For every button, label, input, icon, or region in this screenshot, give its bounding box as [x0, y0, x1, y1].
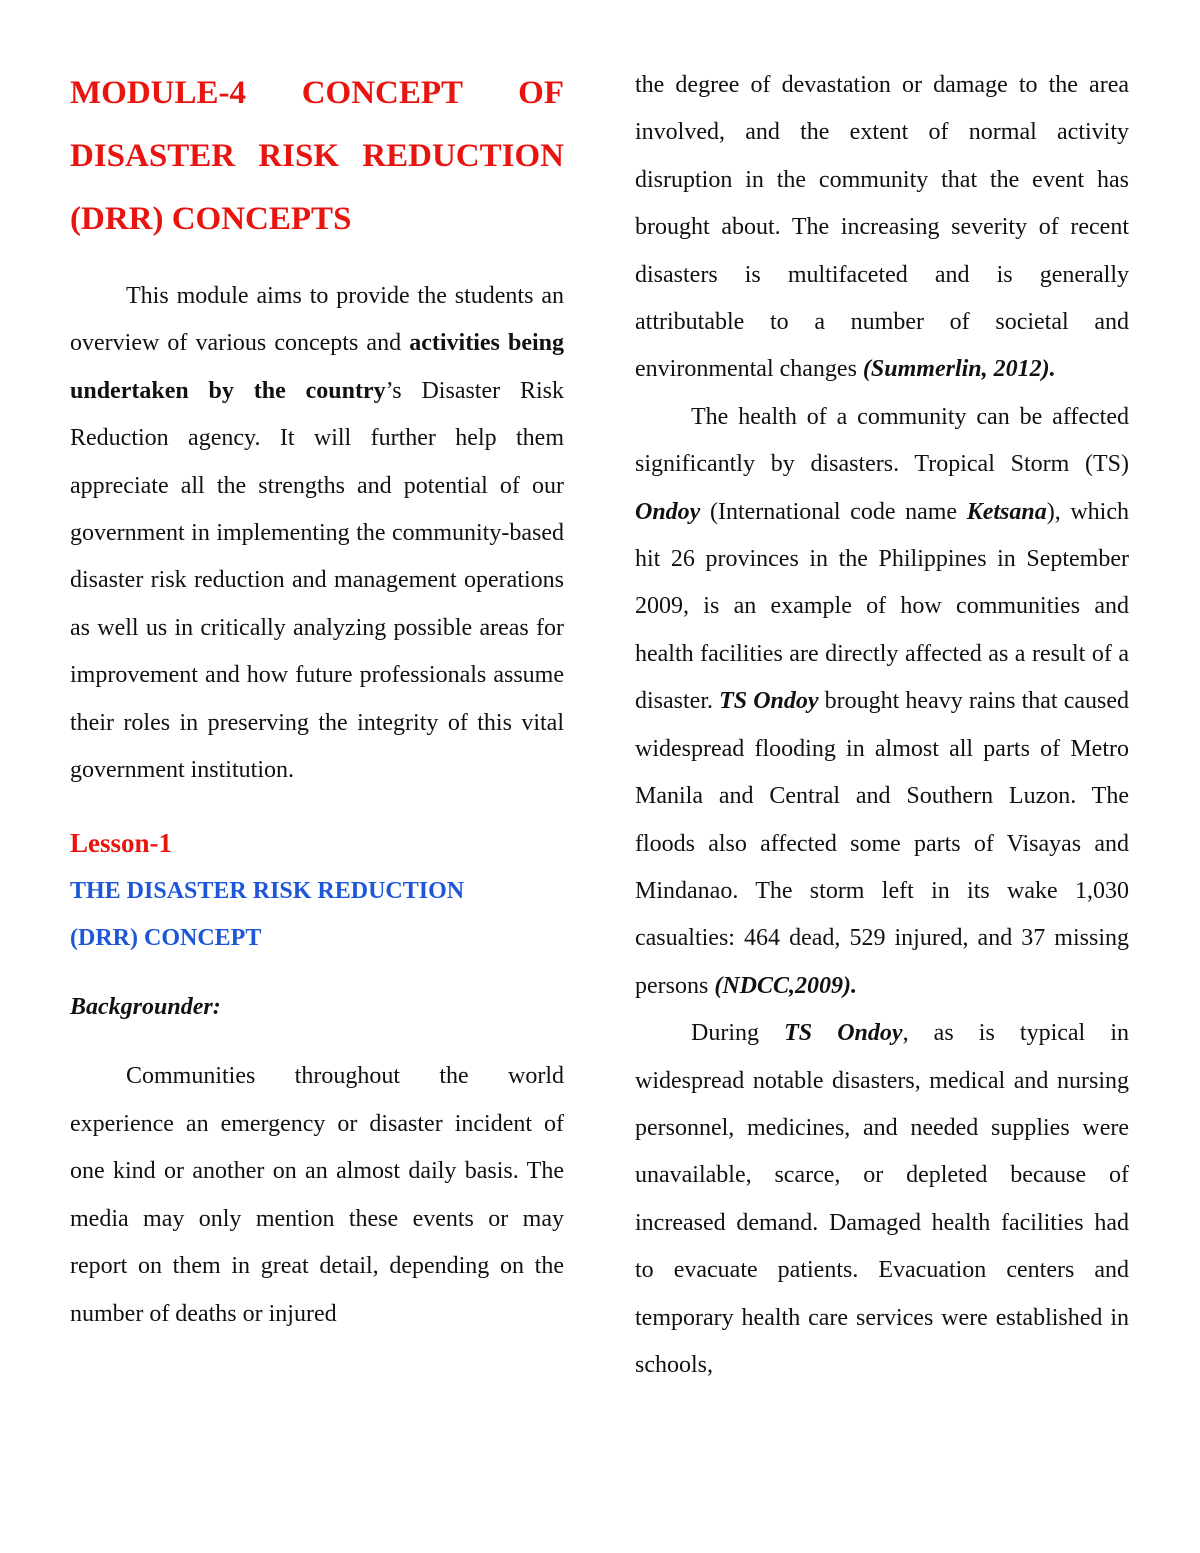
citation: (Summerlin, 2012).	[862, 356, 1056, 383]
citation: (NDCC,2009).	[714, 972, 857, 999]
backgrounder-paragraph: Communities throughout the world experience an emergency or disaster incident of one kind or another on an almost daily basis. The media may only mention these events or may report on them in great detail, depending on the number of deaths or injured	[70, 1063, 564, 1327]
intro-text-cont: ’s Disaster Risk Reduction agency. It will further help them appreciate all the strengths and potential of our government in implementing the community-based disaster risk reduction and management operations as well us in critically analyzing possible areas for improvement and how future professionals assume their roles in preserving the integrity of this vital government institution.	[70, 377, 564, 784]
backgrounder-heading: Backgrounder:	[70, 994, 221, 1021]
lesson-label: Lesson-1	[70, 828, 173, 859]
left-column	[70, 62, 564, 1338]
paragraph-text: ), which hit 26 provinces in the Philippines in September 2009, is an example of how communities and health facilities are directly affected as a result of a disaster.	[635, 498, 1129, 715]
paragraph-text: (International code name	[700, 498, 967, 525]
lesson-title-line: (DRR) CONCEPT	[70, 925, 262, 952]
module-title-line: DISASTER RISK REDUCTION	[70, 138, 564, 174]
continued-paragraph	[635, 62, 1129, 394]
storm-name: TS Ondoy	[719, 688, 819, 715]
health-paragraph	[635, 394, 1129, 1010]
paragraph-text: The health of a community can be affected significantly by disasters. Tropical Storm (TS)	[635, 403, 1129, 478]
lesson-title	[70, 868, 564, 962]
storm-code-name: Ketsana	[966, 498, 1047, 525]
module-title	[70, 62, 564, 251]
ondoy-paragraph	[635, 1010, 1129, 1389]
right-column	[635, 62, 1129, 1389]
lesson-title-line: THE DISASTER RISK REDUCTION	[70, 878, 465, 905]
paragraph-text: brought heavy rains that caused widespread flooding in almost all parts of Metro Manila and Central and Southern Luzon. The floods also affected some parts of Visayas and Mindanao. The storm left in its wake 1,030 casualties: 464 dead, 529 injured, and 37 missing persons	[635, 688, 1130, 999]
paragraph-text: the degree of devastation or damage to the area involved, and the extent of normal activity disruption in the community that the event has brought about. The increasing severity of recent disasters is multifaceted and is generally attributable to a number of societal and environmental changes	[635, 72, 1129, 383]
paragraph-text: , as is typical in widespread notable disasters, medical and nursing personnel, medicines, and needed supplies were unavailable, scarce, or depleted because of increased demand. Damaged health facilities had to evacuate patients. Evacuation centers and temporary health care services were established in schools,	[635, 1020, 1129, 1378]
intro-paragraph	[70, 273, 564, 794]
storm-name: TS Ondoy	[784, 1020, 903, 1047]
paragraph-text: During	[691, 1020, 785, 1047]
intro-bold-text: activities being undertaken by the country	[70, 330, 564, 404]
intro-text: This module aims to provide the students an overview of various concepts and	[70, 283, 564, 357]
module-title-line: (DRR) CONCEPTS	[70, 201, 352, 237]
module-title-line: MODULE-4 CONCEPT OF	[70, 75, 564, 111]
storm-name: Ondoy	[635, 498, 701, 525]
